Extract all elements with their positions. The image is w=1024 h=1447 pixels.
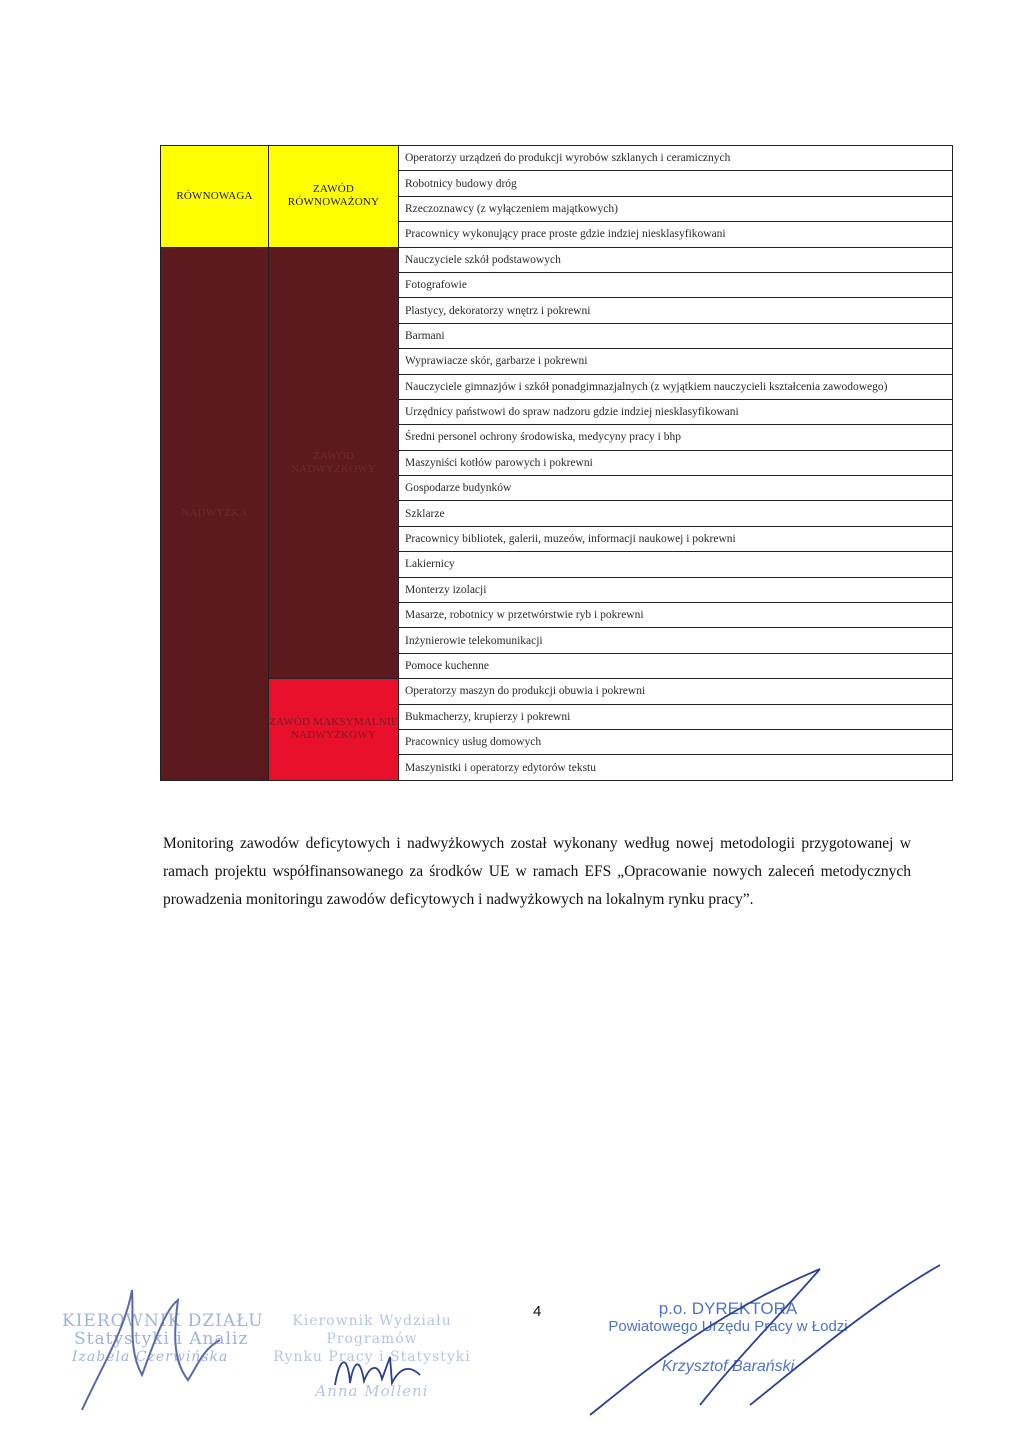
- occupation-cell: Gospodarze budynków: [399, 476, 953, 501]
- stamp-line: Powiatowego Urzędu Pracy w Łodzi: [608, 1318, 848, 1335]
- occupation-group-cell: ZAWÓD MAKSYMALNIE NADWYŻKOWY: [269, 679, 399, 781]
- stamp-line: p.o. DYREKTORA: [658, 1299, 798, 1318]
- stamp-line: Krzysztof Barański: [661, 1358, 795, 1375]
- occupation-cell: Lakiernicy: [399, 552, 953, 577]
- signature-left: [70, 1270, 240, 1420]
- occupation-cell: Urzędnicy państwowi do spraw nadzoru gdzie indziej niesklasyfikowani: [399, 399, 953, 424]
- occupation-cell: Operatorzy urządzeń do produkcji wyrobów szklanych i ceramicznych: [399, 146, 953, 171]
- occupation-cell: Nauczyciele szkół podstawowych: [399, 247, 953, 272]
- table-row: [161, 146, 953, 171]
- occupations-table: [160, 145, 953, 781]
- occupation-cell: Maszynistki i operatorzy edytorów tekstu: [399, 755, 953, 780]
- occupation-cell: Wyprawiacze skór, garbarze i pokrewni: [399, 349, 953, 374]
- occupation-cell: Pracownicy wykonujący prace proste gdzie indziej niesklasyfikowani: [399, 222, 953, 247]
- occupation-cell: Operatorzy maszyn do produkcji obuwia i pokrewni: [399, 679, 953, 704]
- table-row: [161, 247, 953, 272]
- occupation-cell: Masarze, robotnicy w przetwórstwie ryb i pokrewni: [399, 603, 953, 628]
- occupation-cell: Pracownicy bibliotek, galerii, muzeów, informacji naukowej i pokrewni: [399, 526, 953, 551]
- occupation-cell: Fotografowie: [399, 272, 953, 297]
- occupation-cell: Robotnicy budowy dróg: [399, 171, 953, 196]
- stamp-line: KIEROWNIK DZIAŁU: [62, 1311, 264, 1331]
- stamp-line: Anna Molleni: [315, 1382, 429, 1400]
- stamp-line: Rynku Pracy i Statystyki: [273, 1349, 471, 1365]
- occupation-group-cell: ZAWÓD NADWYŻKOWY: [269, 247, 399, 679]
- stamp-line: Kierownik Wydziału Programów: [292, 1313, 452, 1347]
- occupation-cell: Nauczyciele gimnazjów i szkół ponadgimnazjalnych (z wyjątkiem nauczycieli kształcenia zawodowego): [399, 374, 953, 399]
- occupation-cell: Szklarze: [399, 501, 953, 526]
- stamp-line: Izabela Czerwińska: [72, 1349, 229, 1365]
- occupation-cell: Bukmacherzy, krupierzy i pokrewni: [399, 704, 953, 729]
- occupation-cell: Inżynierowie telekomunikacji: [399, 628, 953, 653]
- occupation-cell: Plastycy, dekoratorzy wnętrz i pokrewni: [399, 298, 953, 323]
- occupation-cell: Średni personel ochrony środowiska, medycyny pracy i bhp: [399, 425, 953, 450]
- occupation-cell: Pomoce kuchenne: [399, 653, 953, 678]
- signature-right: [580, 1255, 960, 1425]
- occupation-cell: Pracownicy usług domowych: [399, 729, 953, 754]
- methodology-note: Monitoring zawodów deficytowych i nadwyżkowych został wykonany według nowej metodologii przygotowanej w ramach projektu współfinansowanego za środków UE w ramach EFS „Opracowanie nowych zaleceń metodycznych prowadzenia monitoringu zawodów deficytowych i nadwyżkowych na lokalnym rynku pracy”.: [163, 834, 911, 908]
- occupation-cell: Maszyniści kotłów parowych i pokrewni: [399, 450, 953, 475]
- occupation-cell: Barmani: [399, 323, 953, 348]
- stamp-line: Statystyki i Analiz: [74, 1329, 249, 1349]
- signature-middle: [330, 1345, 440, 1395]
- table-row: [161, 679, 953, 704]
- page-number: 4: [533, 1303, 542, 1320]
- occupation-cell: Rzeczoznawcy (z wyłączeniem majątkowych): [399, 196, 953, 221]
- category-cell: NADWYŻKA: [161, 247, 269, 780]
- occupation-cell: Monterzy izolacji: [399, 577, 953, 602]
- category-cell: RÓWNOWAGA: [161, 146, 269, 248]
- occupation-group-cell: ZAWÓD RÓWNOWAŻONY: [269, 146, 399, 248]
